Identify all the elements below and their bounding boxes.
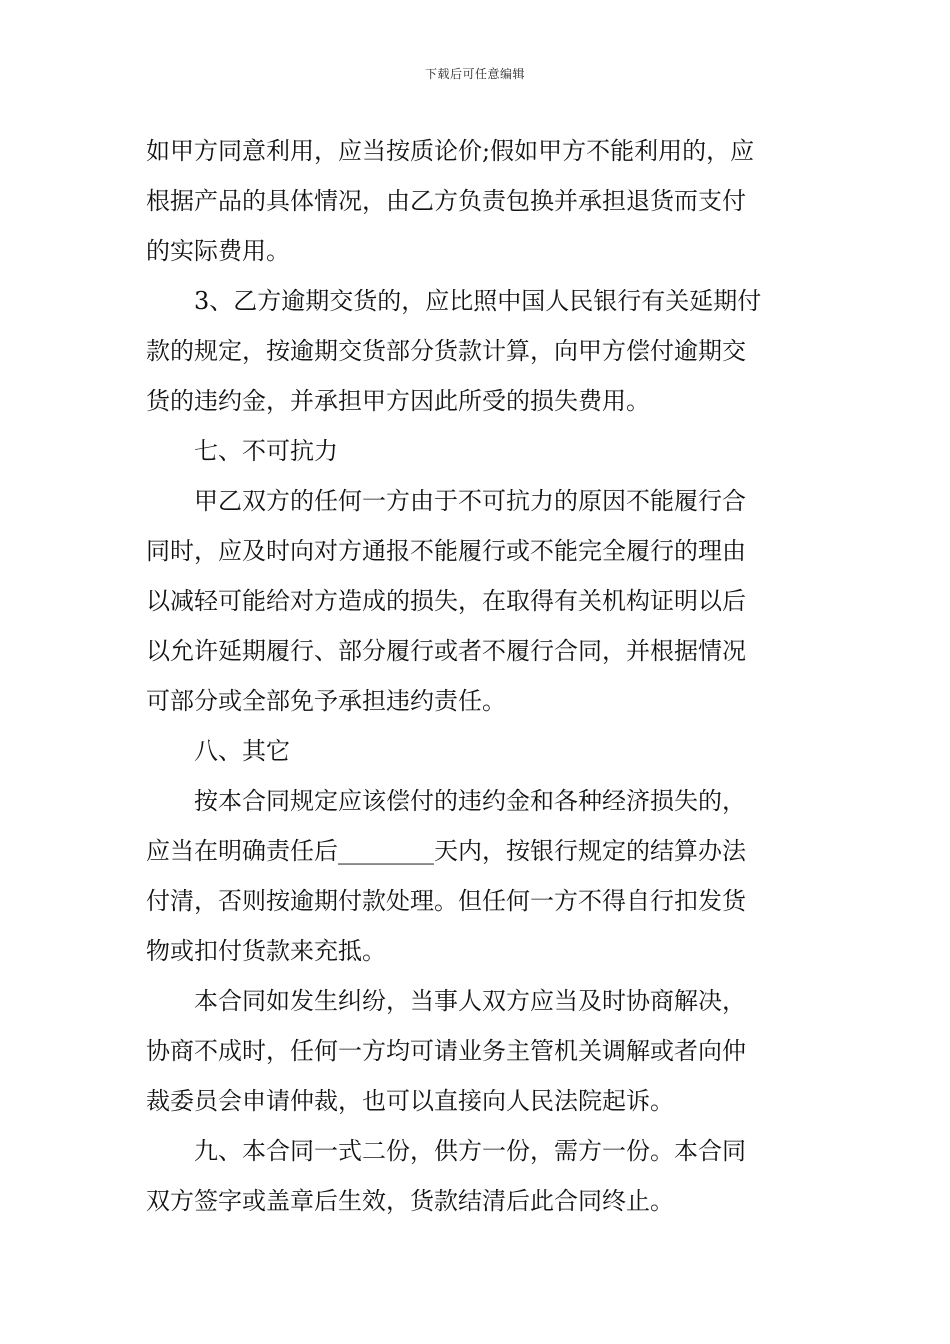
text-line: 款的规定，按逾期交货部分货款计算，向甲方偿付逾期交 xyxy=(146,337,746,365)
text-line: 九、本合同一式二份，供方一份，需方一份。本合同 xyxy=(194,1137,746,1165)
text-line: 3、乙方逾期交货的，应比照中国人民银行有关延期付 xyxy=(194,287,762,315)
text-line: 物或扣付货款来充抵。 xyxy=(146,937,386,965)
text-line: 双方签字或盖章后生效，货款结清后此合同终止。 xyxy=(146,1187,674,1215)
text-line: 以减轻可能给对方造成的损失，在取得有关机构证明以后 xyxy=(146,587,746,615)
text-line: 本合同如发生纠纷，当事人双方应当及时协商解决， xyxy=(194,987,746,1015)
text-line: 协商不成时，任何一方均可请业务主管机关调解或者向仲 xyxy=(146,1037,746,1065)
text-line: 以允许延期履行、部分履行或者不履行合同，并根据情况 xyxy=(146,637,746,665)
text-line: 如甲方同意利用，应当按质论价;假如甲方不能利用的，应 xyxy=(146,137,755,165)
text-line: 同时，应及时向对方通报不能履行或不能完全履行的理由 xyxy=(146,537,746,565)
section-heading-other: 八、其它 xyxy=(194,737,290,765)
text-line: 可部分或全部免予承担违约责任。 xyxy=(146,687,506,715)
text-line: 付清，否则按逾期付款处理。但任何一方不得自行扣发货 xyxy=(146,887,746,915)
text-line: 应当在明确责任后________天内，按银行规定的结算办法 xyxy=(146,837,746,865)
document-body xyxy=(146,126,818,1226)
text-line: 货的违约金，并承担甲方因此所受的损失费用。 xyxy=(146,387,650,415)
text-line: 按本合同规定应该偿付的违约金和各种经济损失的， xyxy=(194,787,746,815)
text-line: 根据产品的具体情况，由乙方负责包换并承担退货而支付 xyxy=(146,187,746,215)
header-note: 下载后可任意编辑 xyxy=(424,67,525,81)
text-line: 裁委员会申请仲裁，也可以直接向人民法院起诉。 xyxy=(146,1087,674,1115)
text-line: 甲乙双方的任何一方由于不可抗力的原因不能履行合 xyxy=(194,487,746,515)
section-heading-force-majeure: 七、不可抗力 xyxy=(194,437,338,465)
text-line: 的实际费用。 xyxy=(146,237,290,265)
